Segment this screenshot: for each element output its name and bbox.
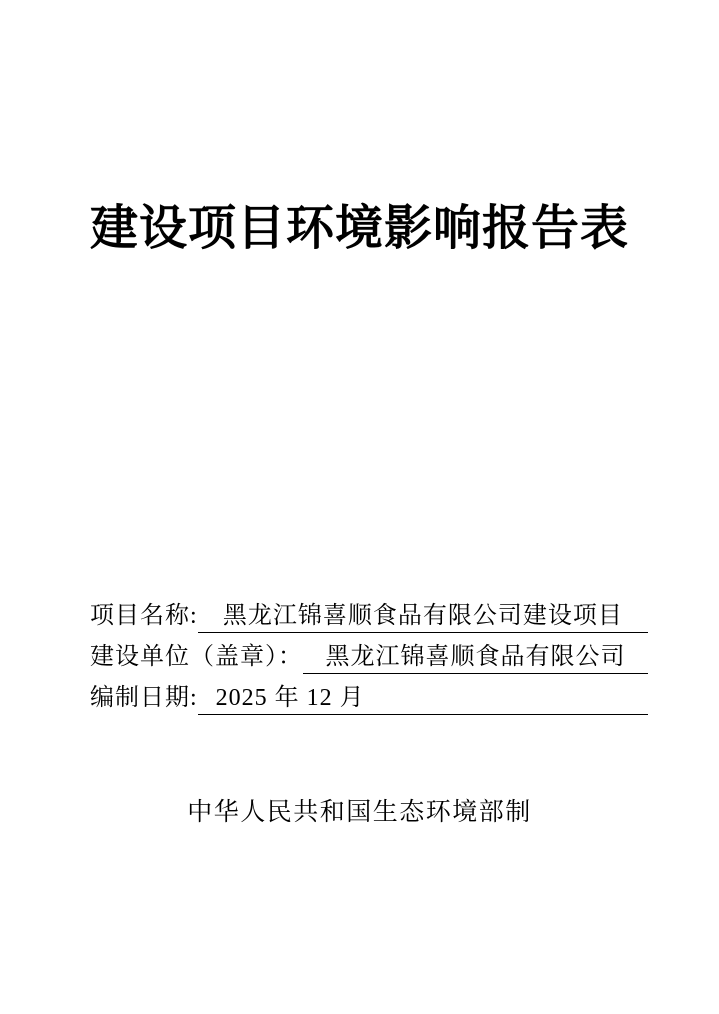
compile-date-value: 2025 年 12 月 <box>198 683 648 715</box>
project-name-label: 项目名称: <box>90 603 198 629</box>
construction-unit-value: 黑龙江锦喜顺食品有限公司 <box>303 642 648 674</box>
cover-form <box>90 601 648 724</box>
compile-date-label: 编制日期: <box>90 685 198 711</box>
compile-date-row <box>90 683 648 715</box>
report-title: 建设项目环境影响报告表 <box>89 202 629 255</box>
construction-unit-label: 建设单位（盖章）： <box>90 644 303 670</box>
project-name-value: 黑龙江锦喜顺食品有限公司建设项目 <box>198 601 648 633</box>
issuing-authority-text: 中华人民共和国生态环境部制 <box>187 799 532 826</box>
project-name-row <box>90 601 648 633</box>
construction-unit-row <box>90 642 648 674</box>
